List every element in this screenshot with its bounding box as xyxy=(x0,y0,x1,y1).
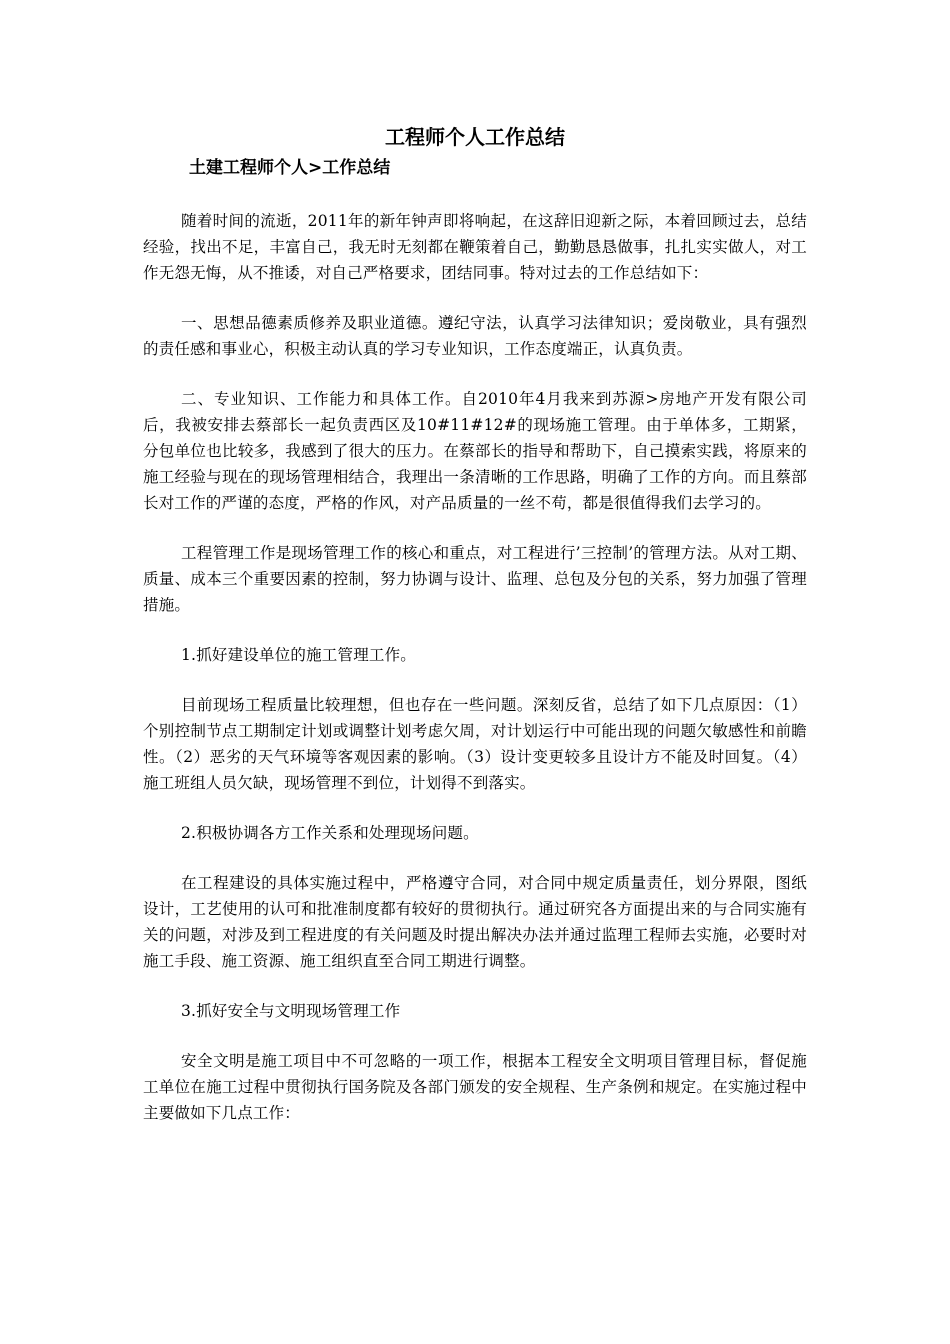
paragraph-section-2: 二、专业知识、工作能力和具体工作。自2010年4月我来到苏源>房地产开发有限公司后，我被安排去蔡部长一起负责西区及10#11#12#的现场施工管理。由于单体多，工期紧，分包单位也比较多，我感到了很大的压力。在蔡部长的指导和帮助下，自己摸索实践，将原来的施工经验与现在的现场管理相结合，我理出一条清晰的工作思路，明确了工作的方向。而且蔡部长对工作的严谨的态度，严格的作风，对产品质量的一丝不苟，都是很值得我们去学习的。 xyxy=(143,390,807,512)
document-subtitle: 土建工程师个人>工作总结 xyxy=(189,158,391,178)
document-title: 工程师个人工作总结 xyxy=(385,125,565,149)
heading-item-1: 1.抓好建设单位的施工管理工作。 xyxy=(181,646,416,664)
heading-item-2: 2.积极协调各方工作关系和处理现场问题。 xyxy=(181,824,479,842)
paragraph-item-1: 目前现场工程质量比较理想，但也存在一些问题。深刻反省，总结了如下几点原因：（1）个别控制节点工期制定计划或调整计划考虑欠周，对计划运行中可能出现的问题欠敏感性和前瞻性。（2）恶劣的天气环境等客观因素的影响。（3）设计变更较多且设计方不能及时回复。（4）施工班组人员欠缺，现场管理不到位，计划得不到落实。 xyxy=(143,696,807,792)
paragraph-item-2: 在工程建设的具体实施过程中，严格遵守合同，对合同中规定质量责任，划分界限，图纸设计，工艺使用的认可和批准制度都有较好的贯彻执行。通过研究各方面提出来的与合同实施有关的问题，对涉及到工程进度的有关问题及时提出解决办法并通过监理工程师去实施，必要时对施工手段、施工资源、施工组织直至合同工期进行调整。 xyxy=(143,874,807,970)
paragraph-item-3: 安全文明是施工项目中不可忽略的一项工作，根据本工程安全文明项目管理目标，督促施工单位在施工过程中贯彻执行国务院及各部门颁发的安全规程、生产条例和规定。在实施过程中主要做如下几点工作： xyxy=(143,1052,807,1122)
paragraph-intro: 随着时间的流逝，2011年的新年钟声即将响起，在这辞旧迎新之际，本着回顾过去，总结经验，找出不足，丰富自己，我无时无刻都在鞭策着自己，勤勤恳恳做事，扎扎实实做人，对工作无怨无悔，从不推诿，对自己严格要求，团结同事。特对过去的工作总结如下： xyxy=(143,212,807,282)
document-page xyxy=(143,120,807,1126)
heading-item-3: 3.抓好安全与文明现场管理工作 xyxy=(181,1002,401,1020)
paragraph-project-management: 工程管理工作是现场管理工作的核心和重点，对工程进行’三控制’的管理方法。从对工期、质量、成本三个重要因素的控制，努力协调与设计、监理、总包及分包的关系，努力加强了管理措施。 xyxy=(143,544,807,614)
paragraph-section-1: 一、思想品德素质修养及职业道德。遵纪守法，认真学习法律知识；爱岗敬业，具有强烈的责任感和事业心，积极主动认真的学习专业知识，工作态度端正，认真负责。 xyxy=(143,314,807,358)
